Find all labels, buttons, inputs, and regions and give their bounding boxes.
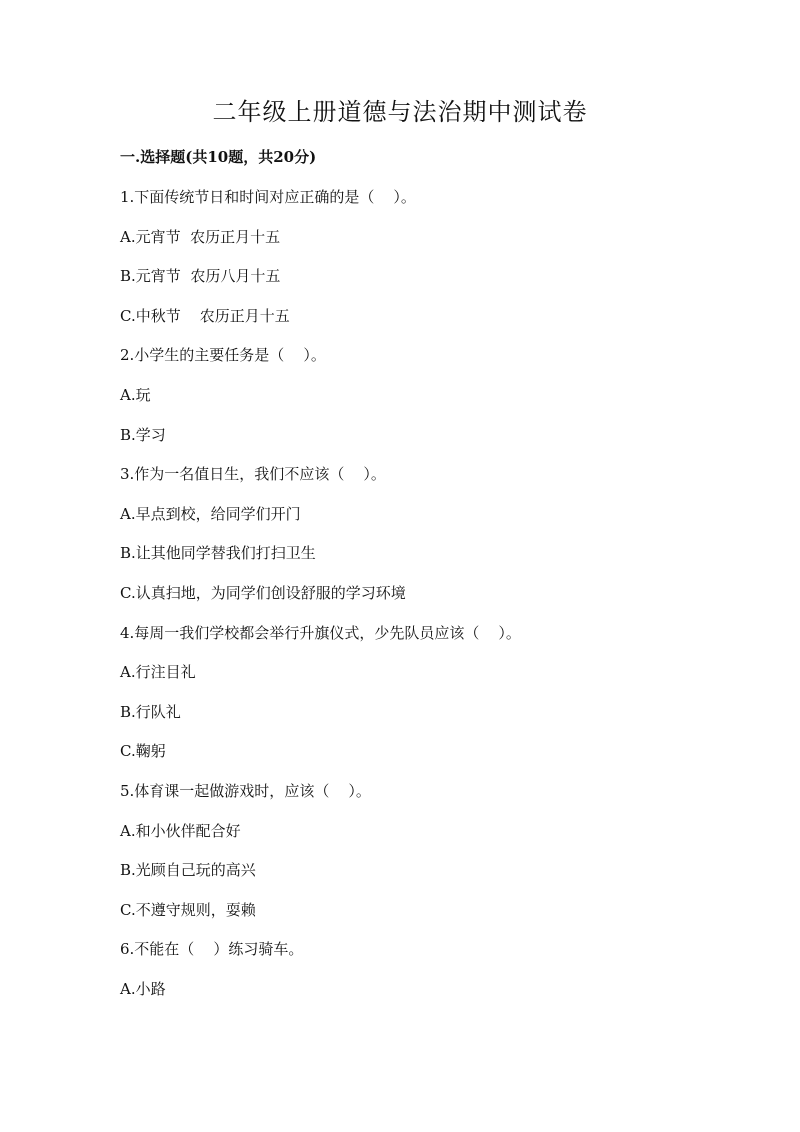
question-5-option-a: A.和小伙伴配合好 [120,821,241,840]
question-3-stem: 3.作为一名值日生，我们不应该（ ）。 [120,465,386,484]
question-2-option-b: B.学习 [120,425,166,444]
question-6-stem: 6.不能在（ ）练习骑车。 [120,940,304,959]
question-1-option-c: C.中秋节 农历正月十五 [120,306,290,325]
question-5-stem: 5.体育课一起做游戏时，应该（ ）。 [120,781,371,800]
section-heading: 一.选择题(共10题，共20分) [120,148,317,166]
question-6-option-a: A.小路 [120,979,166,998]
question-3-option-b: B.让其他同学替我们打扫卫生 [120,544,316,563]
page-title: 二年级上册道德与法治期中测试卷 [212,98,588,126]
question-5-option-c: C.不遵守规则，耍赖 [120,900,256,919]
question-list [120,186,740,1017]
question-3-option-a: A.早点到校，给同学们开门 [120,504,301,523]
question-4-option-c: C.鞠躬 [120,742,166,761]
question-4-stem: 4.每周一我们学校都会举行升旗仪式，少先队员应该（ ）。 [120,623,521,642]
question-1-option-b: B.元宵节 农历八月十五 [120,267,281,286]
question-3-option-c: C.认真扫地，为同学们创设舒服的学习环境 [120,583,406,602]
question-4-option-b: B.行队礼 [120,702,181,721]
question-4-option-a: A.行注目礼 [120,663,196,682]
question-1-stem: 1.下面传统节日和时间对应正确的是（ ）。 [120,188,416,206]
question-5-option-b: B.光顾自己玩的高兴 [120,861,256,880]
question-1-option-a: A.元宵节 农历正月十五 [120,227,281,246]
question-2-option-a: A.玩 [120,385,151,404]
question-2-stem: 2.小学生的主要任务是（ ）。 [120,346,326,365]
